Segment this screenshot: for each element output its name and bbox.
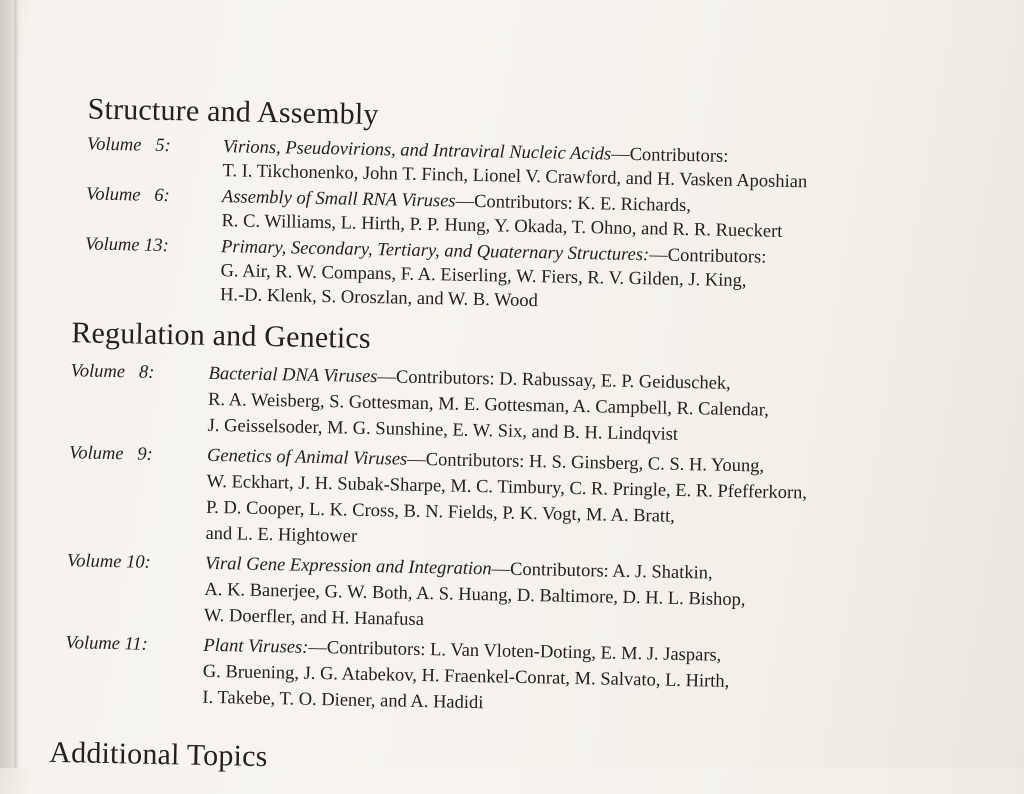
contributors-line: H.-D. Klenk, S. Oroszlan, and W. B. Wood — [219, 285, 539, 312]
volume-number: Volume 10: — [66, 551, 151, 573]
contributors-intro: —Contributors: A. J. Shatkin, — [491, 559, 713, 584]
contributors-intro: —Contributors: L. Van Vloten-Doting, E. M. J. Jaspars, — [308, 637, 722, 666]
contributors-line: I. Takebe, T. O. Diener, and A. Hadidi — [202, 687, 484, 714]
contributors-line: P. D. Cooper, L. K. Cross, B. N. Fields, P. K. Vogt, M. A. Bratt, — [205, 497, 675, 527]
section-title: Structure and Assembly — [87, 92, 379, 132]
volume-entry — [84, 232, 979, 321]
contributors-line: R. C. Williams, L. Hirth, P. P. Hung, Y. Okada, T. Ohno, and R. R. Rueckert — [221, 211, 783, 242]
volume-title: Plant Viruses: — [203, 635, 309, 658]
volume-number: Volume 8: — [70, 361, 155, 383]
volume-title: Bacterial DNA Viruses — [208, 363, 378, 388]
contributors-line: W. Eckhart, J. H. Subak-Sharpe, M. C. Timbury, C. R. Pringle, E. R. Pfefferkorn, — [206, 471, 808, 504]
contributors-intro: —Contributors: K. E. Richards, — [455, 191, 692, 217]
contributors-line: T. I. Tikchonenko, John T. Finch, Lionel V. Crawford, and H. Vasken Aposhian — [222, 161, 808, 193]
volume-entry — [66, 548, 973, 643]
volume-number: Volume 5: — [86, 134, 171, 157]
volume-title: Assembly of Small RNA Viruses — [221, 187, 456, 212]
volume-title: Viral Gene Expression and Integration — [204, 553, 492, 580]
contributors-intro: —Contributors: — [649, 245, 767, 268]
page-content — [49, 92, 982, 794]
section-structure-assembly — [84, 92, 982, 321]
contributors-line: J. Geisselsoder, M. G. Sunshine, E. W. Six, and B. H. Lindqvist — [207, 415, 679, 445]
contributors-line: R. A. Weisberg, S. Gottesman, M. E. Gottesman, A. Campbell, R. Calendar, — [207, 389, 769, 421]
volume-number: Volume 6: — [85, 184, 170, 207]
page-gutter-shadow — [14, 0, 20, 768]
contributors-intro: —Contributors: D. Rabussay, E. P. Geiduschek, — [377, 367, 731, 394]
section-title: Additional Topics — [49, 735, 268, 774]
volume-number: Volume 13: — [84, 234, 170, 257]
contributors-line: G. Air, R. W. Compans, F. A. Eiserling, W. Fiers, R. V. Gilden, J. King, — [220, 261, 747, 292]
volume-entry — [67, 440, 975, 561]
section-title: Regulation and Genetics — [71, 316, 372, 355]
contributors-line: and L. E. Hightower — [205, 523, 358, 547]
section-additional-topics — [49, 736, 969, 788]
section-regulation-genetics — [64, 316, 977, 725]
contributors-intro: —Contributors: — [611, 144, 729, 167]
volume-title: Genetics of Animal Viruses — [206, 445, 408, 470]
volume-title: Virions, Pseudovirions, and Intraviral Nucleic Acids — [222, 137, 612, 165]
volume-title: Primary, Secondary, Tertiary, and Quaternary Structures: — [220, 237, 650, 266]
contributors-line: A. K. Banerjee, G. W. Both, A. S. Huang, D. Baltimore, D. H. L. Bishop, — [204, 579, 746, 611]
volume-entry — [69, 358, 976, 453]
contributors-intro: —Contributors: H. S. Ginsberg, C. S. H. Young, — [407, 449, 765, 477]
volume-entry — [64, 630, 971, 725]
contributors-line: G. Bruening, J. G. Atabekov, H. Fraenkel-Conrat, M. Salvato, L. Hirth, — [202, 661, 730, 692]
volume-number: Volume 9: — [68, 443, 153, 465]
contributors-line: W. Doerfler, and H. Hanafusa — [203, 605, 425, 631]
volume-number: Volume 11: — [65, 633, 148, 655]
